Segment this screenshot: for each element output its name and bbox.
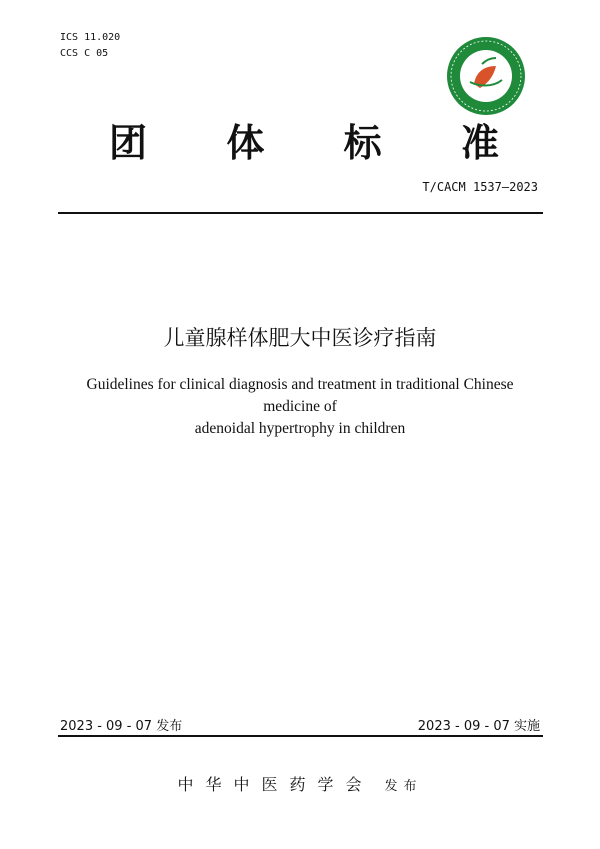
- standard-category-heading: [60, 112, 550, 167]
- publisher-line: [0, 772, 600, 795]
- publish-label: 发布: [384, 779, 423, 794]
- effective-date: 2023 - 09 - 07 实施: [417, 719, 540, 734]
- category-char: 准: [460, 120, 499, 165]
- english-title: [60, 374, 540, 440]
- classification-codes: [60, 30, 120, 62]
- english-title-line-1: Guidelines for clinical diagnosis and treatment in traditional Chinese medicine of: [86, 376, 514, 415]
- bottom-divider: [58, 735, 543, 737]
- chinese-title: 儿童腺样体肥大中医诊疗指南: [163, 326, 437, 350]
- category-char: 体: [226, 120, 265, 165]
- top-divider: [58, 212, 543, 214]
- english-title-line-2: adenoidal hypertrophy in children: [194, 420, 406, 437]
- association-seal-icon: [446, 36, 526, 116]
- association-logo: [446, 36, 526, 116]
- category-char: 团: [108, 120, 147, 165]
- standard-number: T/CACM 1537—2023: [422, 180, 538, 194]
- release-date: 2023 - 09 - 07 发布: [60, 719, 183, 734]
- publisher-name: 中华中医药学会: [177, 775, 374, 794]
- category-char: 标: [343, 120, 382, 165]
- ics-code: ICS 11.020: [60, 32, 121, 43]
- ccs-code: CCS C 05: [60, 48, 109, 59]
